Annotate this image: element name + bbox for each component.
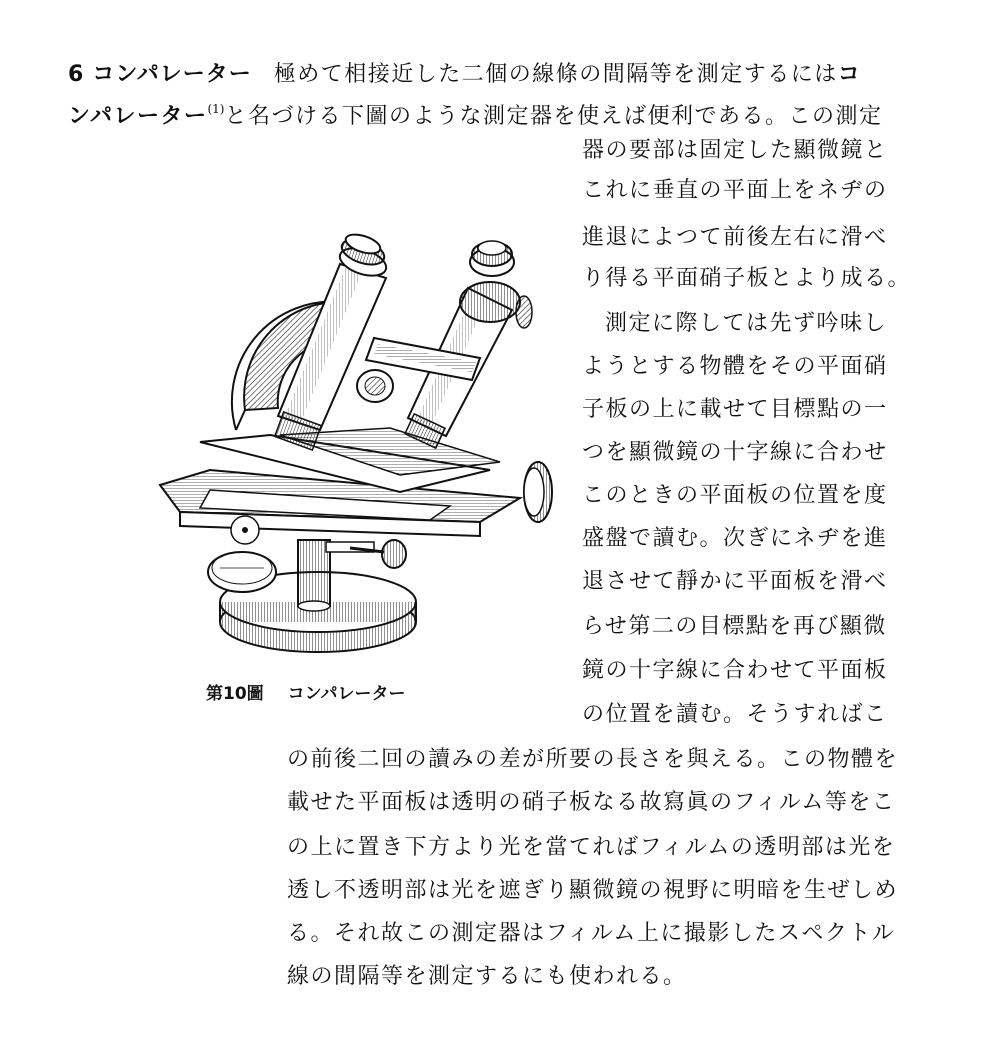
body-line: ようとする物體をその平面硝 [582,354,888,379]
term-bold: ンパレーター [68,104,208,129]
body-line: り得る平面硝子板とより成る。 [582,266,912,291]
body-line: 線の間隔等を測定するにも使われる。 [287,964,687,989]
body-line: これに垂直の平面上をネヂの [582,178,888,203]
body-line: 子板の上に載せて目標點の一 [582,397,888,422]
body-line: 測定に際しては先ず吟味し [605,311,888,336]
body-line: の前後二回の讀みの差が所要の長さを與える。この物體を [287,747,899,772]
body-text: 極めて相接近した二個の線條の間隔等を測定するには [273,62,838,87]
body-line: る。それ故この測定器はフィルム上に撮影したスペクトル [287,921,896,946]
body-line: 盛盤で讀む。次ぎにネヂを進 [582,526,888,551]
body-line: 載せた平面板は透明の硝子板なる故寫眞のフィルム等をこ [287,790,896,815]
body-line: 進退によつて前後左右に滑べ [582,225,888,250]
body-line: 器の要部は固定した顯微鏡と [582,138,888,163]
body-line: 退させて靜かに平面板を滑べ [582,569,888,594]
body-text-bold: コ [837,62,862,87]
body-line: 鏡の十字線に合わせて平面板 [582,658,888,683]
body-line: つを顯微鏡の十字線に合わせ [582,440,888,465]
body-line: の上に置き下方より光を當てればフィルムの透明部は光を [287,835,896,860]
body-line: 透し不透明部は光を遮ぎり顯微鏡の視野に明暗を生ぜしめ [287,878,899,903]
focus-knob [357,370,393,402]
footnote-marker: (1) [207,102,225,116]
body-line: らせ第二の目標點を再び顯微 [582,614,887,639]
glass-stage [160,428,520,552]
heading-line [68,62,861,88]
figure-title: コンパレーター [287,684,406,704]
support-column [298,540,330,611]
section-number: 6 [68,62,85,87]
comparator-illustration [150,230,570,670]
body-line: の位置を讀む。そうすればこ [582,702,888,727]
figure-caption [206,684,405,704]
section-title: コンパレーター [92,62,252,87]
microscope-right [405,241,532,448]
adjust-screw-wheel [524,462,552,522]
figure-label: 第10圖 [206,684,264,704]
body-line [68,96,882,130]
body-line: このときの平面板の位置を度 [582,483,888,508]
body-text: と名づける下圖のような測定器を使えば便利である。この測定 [224,104,883,129]
reading-dial [208,552,276,592]
